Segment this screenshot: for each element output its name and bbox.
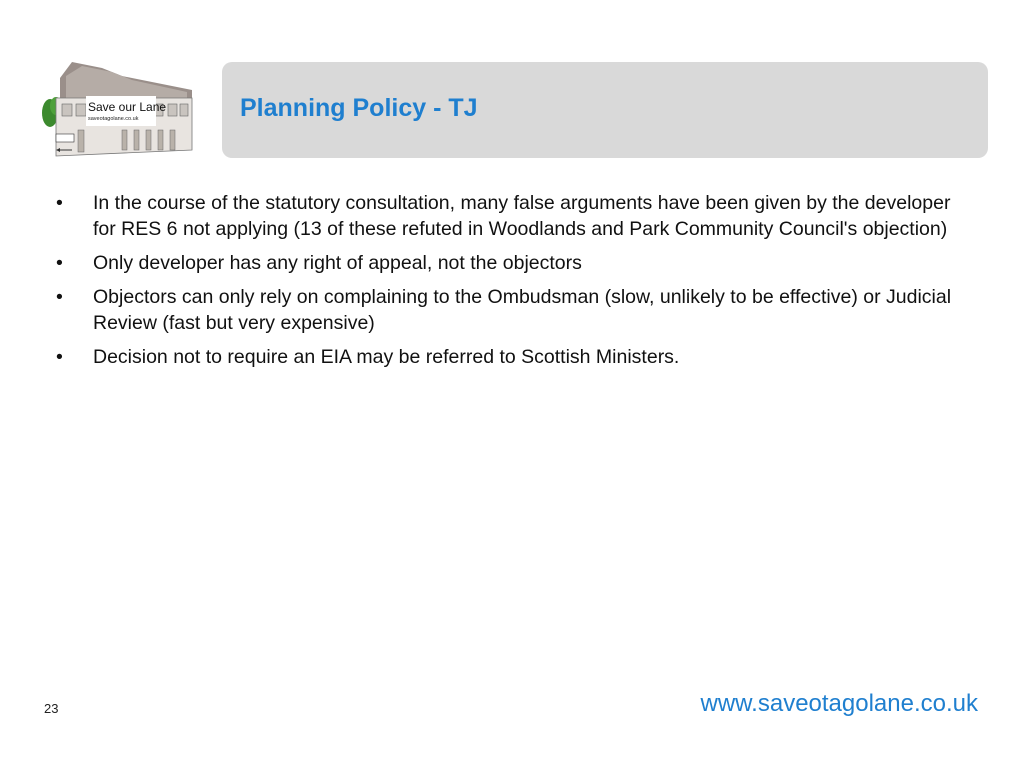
bullet-icon: • bbox=[56, 346, 63, 368]
bullet-icon: • bbox=[56, 252, 63, 274]
bullet-text: Only developer has any right of appeal, not the objectors bbox=[93, 252, 582, 274]
logo-subtitle: saveotagolane.co.uk bbox=[88, 116, 139, 122]
bullet-icon: • bbox=[56, 286, 63, 308]
bullet-text: Objectors can only rely on complaining to the Ombudsman (slow, unlikely to be effective) or Judicial Review (fast but very expensive) bbox=[93, 286, 952, 334]
bullet-text: In the course of the statutory consultation, many false arguments have been given by the developer for RES 6 not applying (13 of these refuted in Woodlands and Park Community Council's objection) bbox=[93, 192, 951, 240]
bullet-text: Decision not to require an EIA may be referred to Scottish Ministers. bbox=[93, 346, 680, 368]
bullet-item-2 bbox=[55, 250, 965, 276]
logo-title: Save our Lane bbox=[88, 100, 167, 114]
street-sketch-icon bbox=[42, 58, 200, 158]
bullet-item-4 bbox=[55, 344, 965, 370]
bullet-icon: • bbox=[56, 192, 63, 214]
website-link[interactable]: www.saveotagolane.co.uk bbox=[700, 690, 978, 717]
save-our-lane-logo bbox=[42, 58, 200, 158]
page-number: 23 bbox=[44, 701, 59, 716]
bullet-item-1 bbox=[55, 190, 965, 242]
bullet-item-3 bbox=[55, 284, 965, 336]
slide-title: Planning Policy - TJ bbox=[240, 94, 478, 122]
bullet-list bbox=[55, 190, 965, 378]
title-bar bbox=[222, 62, 988, 158]
